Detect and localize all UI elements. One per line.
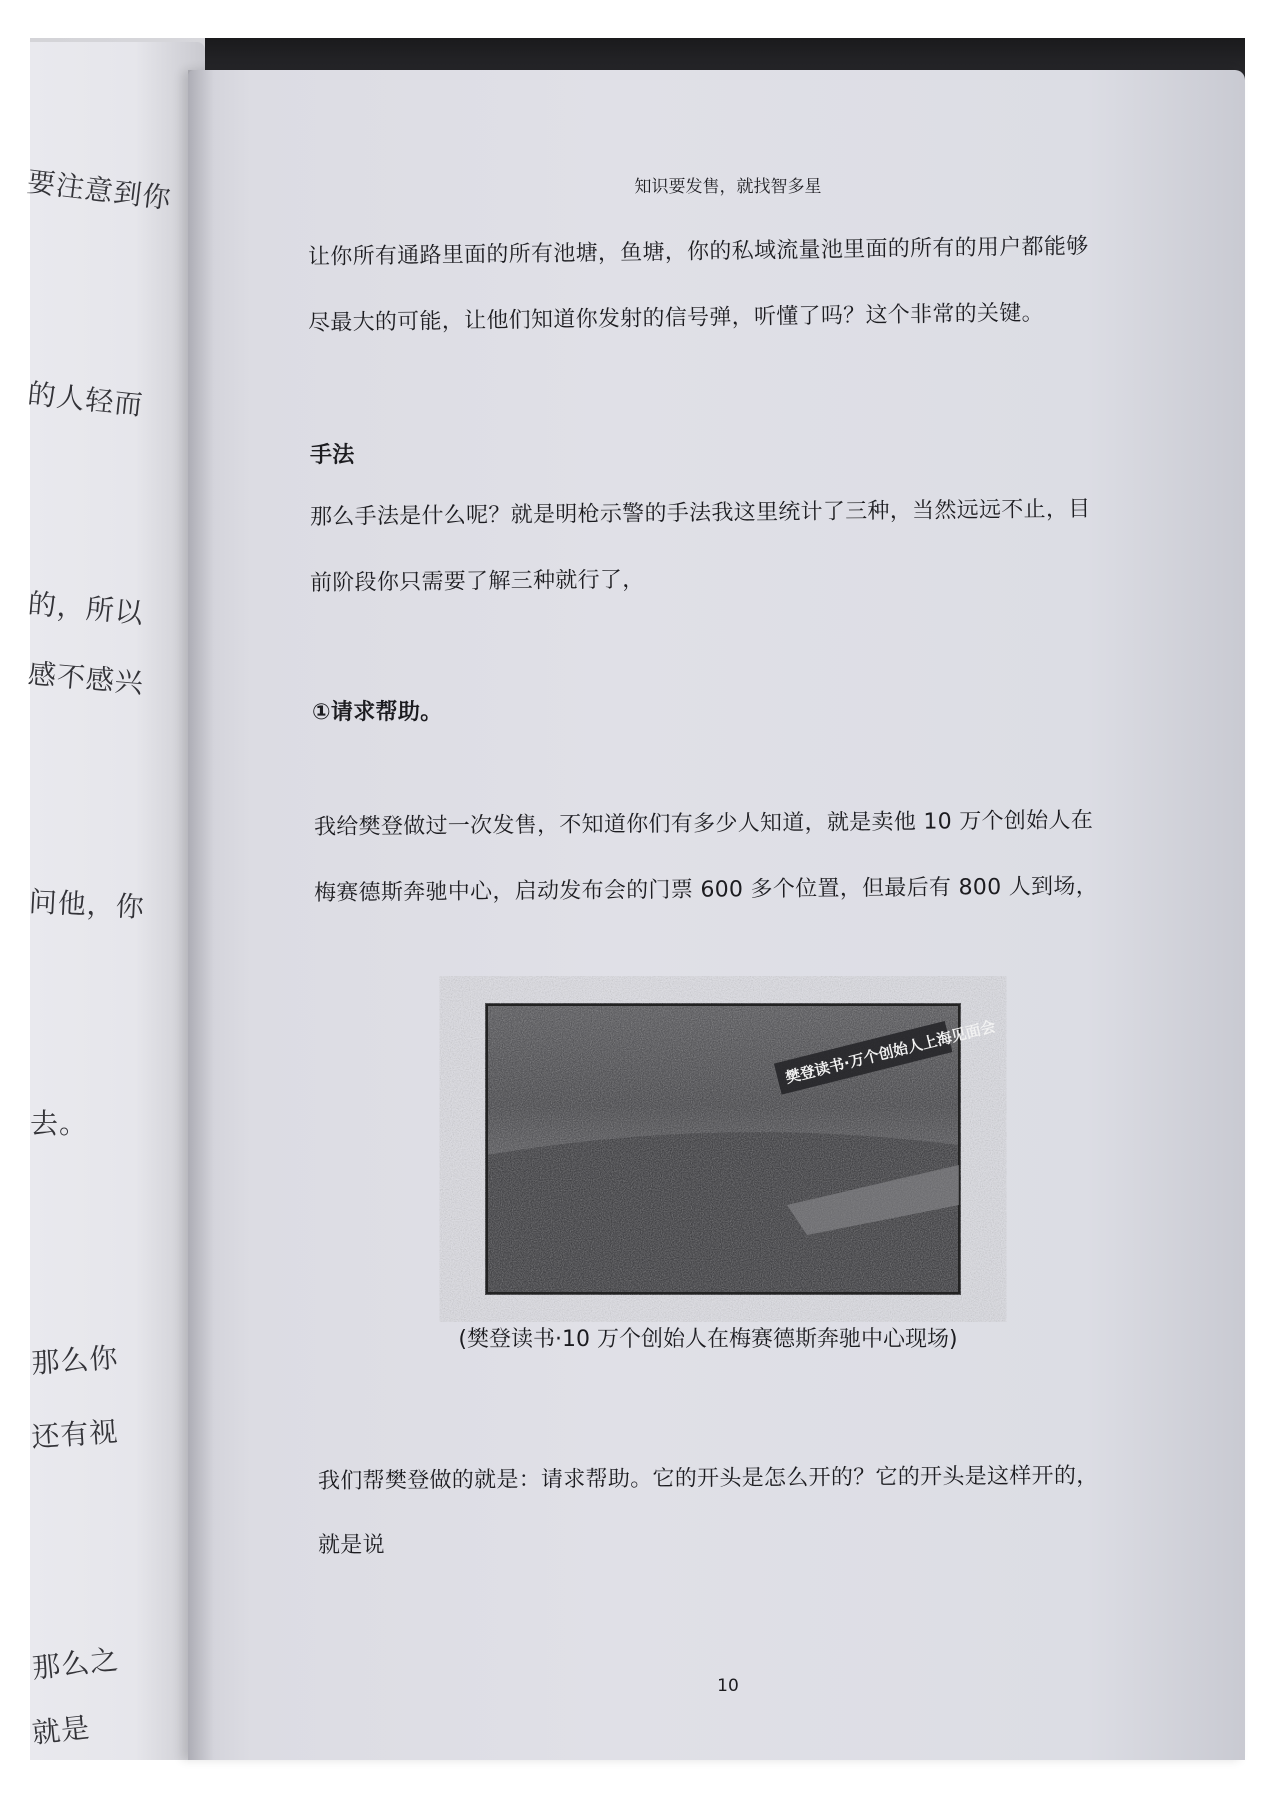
left-page-text: 就是 (30, 1710, 92, 1750)
left-page-text: 那么之 (30, 1642, 121, 1685)
left-page-text: 那么你 (30, 1340, 120, 1380)
left-page-text: 的人轻而 (26, 376, 145, 422)
body-line: 尽最大的可能，让他们知道你发射的信号弹，听懂了吗？这个非常的关键。 (307, 300, 1045, 336)
event-photo (485, 1003, 998, 1295)
body-line: 我们帮樊登做的就是：请求帮助。它的开头是怎么开的？它的开头是这样开的， (317, 1463, 1099, 1494)
spine-shadow (188, 70, 214, 1760)
body-line: 让你所有通路里面的所有池塘，鱼塘，你的私域流量池里面的所有的用户都能够 (307, 234, 1089, 270)
running-header: 知识要发售，就找智多星 (634, 177, 822, 197)
left-page-text: 还有视 (30, 1414, 120, 1454)
banner-text: 樊登读书·万个创始人上海见面会 (783, 1017, 998, 1087)
crowd-image (487, 1005, 998, 1293)
left-page-text: 问他，你 (28, 884, 146, 925)
body-line: 前阶段你只需要了解三种就行了， (309, 567, 645, 596)
left-page-text: 感不感兴 (26, 656, 146, 700)
section-heading: 手法 (310, 443, 355, 468)
body-line: 我给樊登做过一次发售，不知道你们有多少人知道，就是卖他 10 万个创始人在 (313, 808, 1094, 840)
figure-caption: (樊登读书·10 万个创始人在梅赛德斯奔驰中心现场) (458, 1327, 958, 1352)
left-page (25, 42, 205, 1760)
left-page-text: 的，所以 (26, 586, 146, 630)
body-line: 那么手法是什么呢？就是明枪示警的手法我这里统计了三种，当然远远不止，目 (309, 496, 1091, 530)
left-page-text: 去。 (30, 1107, 89, 1140)
left-page-text: 要注意到你 (25, 164, 174, 216)
subheading: ①请求帮助。 (312, 700, 443, 725)
page-number: 10 (717, 1676, 739, 1696)
body-line: 就是说 (318, 1533, 385, 1558)
body-line: 梅赛德斯奔驰中心，启动发布会的门票 600 多个位置，但最后有 800 人到场， (313, 874, 1099, 906)
main-page (188, 70, 1245, 1760)
